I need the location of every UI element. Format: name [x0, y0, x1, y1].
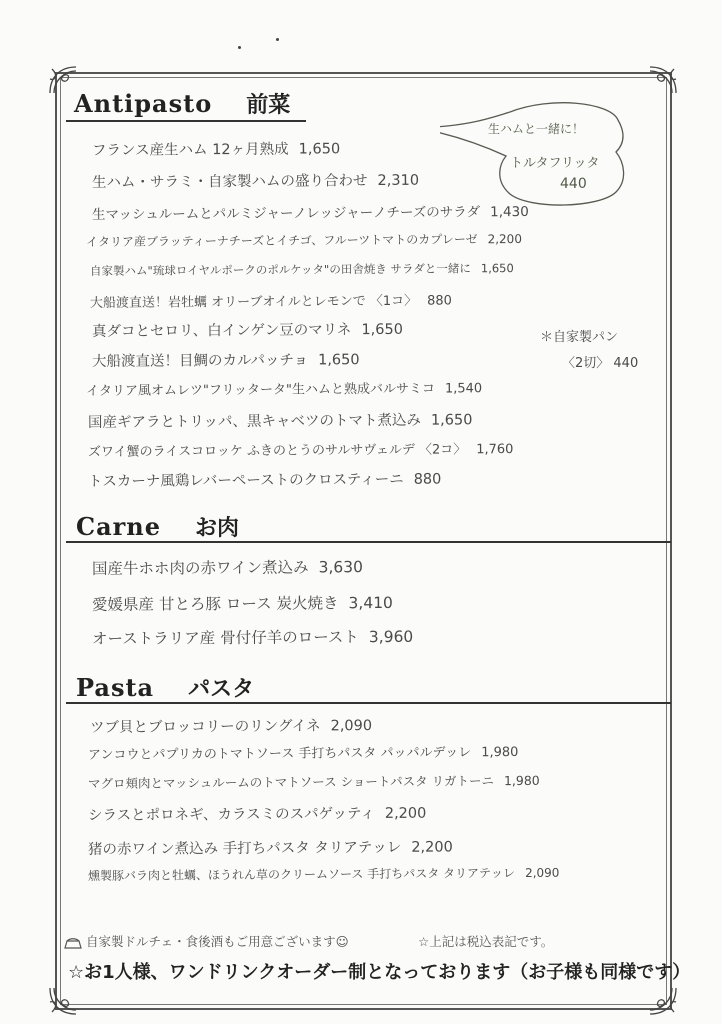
item-name: ツブ貝とブロッコリーのリングイネ	[89, 718, 321, 736]
pasta-underline	[66, 702, 671, 704]
carne-title-jp: お肉	[195, 515, 240, 541]
item-price: 880	[413, 471, 442, 488]
antipasto-item	[88, 438, 514, 460]
item-name: シラスとポロネギ、カラスミのスパゲッティ	[87, 805, 375, 824]
item-name: 猪の赤ワイン煮込み 手打ちパスタ タリアテッレ	[87, 839, 402, 858]
item-price: 1,540	[444, 381, 483, 397]
item-price: 1,650	[361, 321, 403, 339]
pasta-title-jp: パスタ	[188, 676, 255, 702]
item-price: 3,410	[348, 593, 393, 613]
item-price: 2,200	[384, 805, 427, 822]
pasta-item	[88, 802, 426, 825]
item-price: 2,200	[411, 839, 453, 856]
item-name: フランス産生ハム 12ヶ月熟成	[91, 141, 289, 159]
item-name: 燻製豚バラ肉と牡蠣、ほうれん草のクリームソース 手打ちパスタ タリアテッレ	[87, 866, 516, 883]
corner-ornament-icon	[46, 984, 80, 1018]
pasta-item	[90, 714, 372, 737]
antipasto-title-jp: 前菜	[246, 92, 291, 118]
antipasto-item	[92, 169, 419, 192]
bread-note-line-2: 〈2切〉 440	[562, 356, 639, 371]
item-price: 2,090	[330, 718, 373, 735]
item-name: 愛媛県産 甘とろ豚 ロース 炭火焼き	[91, 594, 339, 614]
item-name: 国産牛ホホ肉の赤ワイン煮込み	[91, 558, 309, 578]
bread-note-line-1: ＊自家製パン	[540, 330, 619, 345]
antipasto-item	[92, 137, 340, 160]
antipasto-item	[90, 260, 514, 279]
paper-speck	[238, 46, 241, 49]
bubble-line-1: 生ハムと一緒に！	[488, 122, 585, 136]
one-drink-notice: ☆お1人様、ワンドリンクオーダー制となっております（お子様も同様です）	[68, 962, 691, 983]
antipasto-item	[88, 468, 441, 491]
item-name: 真ダコとセロリ、白インゲン豆のマリネ	[91, 322, 352, 340]
item-name: マグロ頬肉とマッシュルームのトマトソース ショートパスタ リガトーニ	[87, 773, 494, 791]
antipasto-underline	[66, 120, 306, 122]
antipasto-item	[92, 200, 529, 223]
item-price: 1,650	[430, 412, 473, 429]
antipasto-item	[90, 289, 452, 311]
item-name: 自家製ハム"琉球ロイヤルポークのポルケッタ"の田舎焼き サラダと一緒に	[89, 261, 471, 278]
item-price: 1,980	[481, 744, 519, 761]
item-price: 1,760	[476, 442, 514, 458]
item-name: トスカーナ風鶏レバーペーストのクロスティーニ	[87, 471, 404, 490]
item-price: 1,980	[503, 772, 540, 789]
carne-heading	[76, 511, 239, 542]
paper-speck	[276, 38, 279, 41]
item-name: イタリア風オムレツ"フリッタータ"生ハムと熟成バルサミコ	[85, 381, 435, 399]
antipasto-heading	[74, 88, 290, 119]
item-name: 生ハム・サラミ・自家製ハムの盛り合わせ	[91, 173, 368, 191]
item-price: 1,650	[480, 261, 514, 276]
item-price: 880	[427, 293, 452, 309]
item-price: 3,630	[318, 558, 363, 577]
item-name: 国産ギアラとトリッパ、黒キャベツのトマト煮込み	[87, 412, 421, 431]
tax-note: ☆上記は税込表記です。	[418, 934, 554, 949]
item-name: ズワイ蟹のライスコロッケ ふきのとうのサルサヴェルデ 〈2コ〉	[87, 442, 467, 460]
dolce-note-text: 自家製ドルチェ・食後酒もご用意ございます☺	[86, 934, 349, 949]
recommendation-bubble	[440, 90, 640, 210]
item-price: 1,430	[490, 203, 529, 221]
carne-item	[92, 625, 413, 649]
carne-underline	[66, 541, 671, 543]
antipasto-item	[86, 377, 482, 399]
item-price: 2,310	[377, 172, 420, 190]
bubble-price: 440	[560, 176, 587, 192]
corner-ornament-icon	[646, 984, 680, 1018]
item-name: 生マッシュルームとパルミジャーノレッジャーノチーズのサラダ	[91, 204, 481, 223]
corner-ornament-icon	[646, 63, 680, 97]
item-name: 大船渡直送！目鯛のカルパッチョ	[91, 352, 309, 370]
item-price: 2,200	[487, 231, 522, 247]
pasta-title-latin: Pasta	[76, 673, 155, 702]
carne-item	[92, 555, 363, 579]
antipasto-title-latin: Antipasto	[74, 89, 213, 118]
item-price: 3,960	[368, 627, 414, 647]
item-price: 1,650	[298, 141, 341, 158]
bubble-line-2: トルタフリッタ	[510, 156, 600, 171]
pasta-item	[88, 864, 560, 884]
antipasto-item	[92, 348, 360, 371]
item-name: オーストラリア産 骨付仔羊のロースト	[91, 628, 359, 648]
antipasto-item	[88, 408, 473, 432]
pasta-item	[88, 741, 519, 763]
item-price: 1,650	[318, 352, 360, 369]
antipasto-item	[92, 318, 403, 341]
cake-icon	[64, 937, 82, 949]
bubble-outline-icon	[440, 90, 640, 210]
dolce-note	[64, 932, 349, 950]
item-name: アンコウとパプリカのトマトソース 手打ちパスタ パッパルデッレ	[87, 745, 472, 763]
item-price: 2,090	[524, 865, 560, 880]
item-name: 大船渡直送！岩牡蠣 オリーブオイルとレモンで 〈1コ〉	[89, 293, 418, 311]
item-name: イタリア産ブラッティーナチーズとイチゴ、フルーツトマトのカプレーゼ	[85, 232, 478, 249]
antipasto-item	[86, 230, 522, 250]
carne-item	[92, 591, 393, 615]
pasta-item	[88, 835, 453, 859]
pasta-item	[88, 771, 540, 792]
carne-title-latin: Carne	[76, 512, 162, 541]
pasta-heading	[76, 672, 254, 703]
